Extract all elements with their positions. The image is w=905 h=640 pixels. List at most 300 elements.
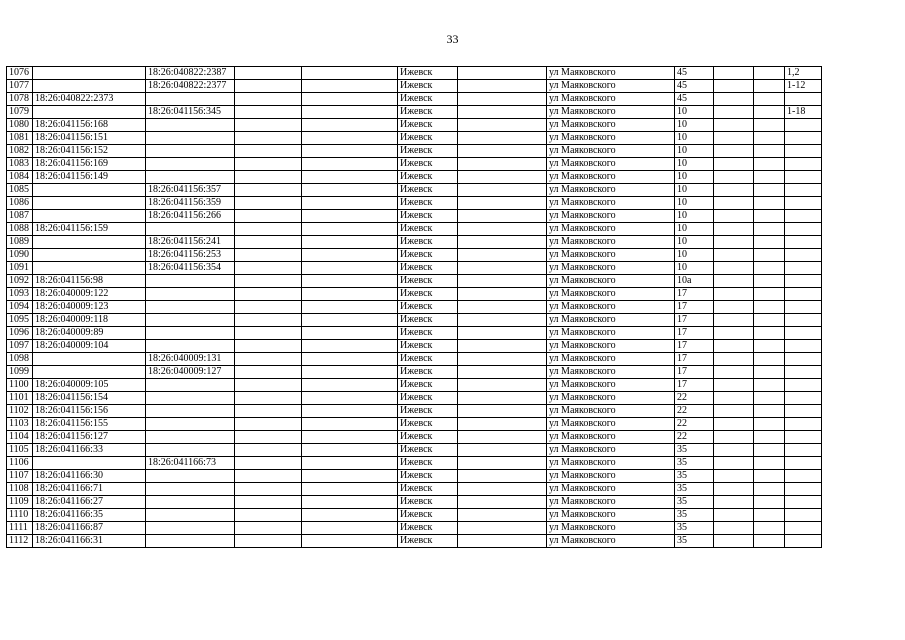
empty-cell-a — [235, 366, 302, 379]
table-row — [7, 262, 822, 275]
cadastral-number-alt-cell — [146, 535, 235, 548]
house-number-cell: 10 — [675, 184, 714, 197]
row-number-cell: 1090 — [7, 249, 33, 262]
cadastral-number-alt-cell: 18:26:041156:266 — [146, 210, 235, 223]
empty-cell-b — [302, 405, 398, 418]
row-number-cell: 1086 — [7, 197, 33, 210]
house-number-cell: 45 — [675, 80, 714, 93]
cadastral-number-cell: 18:26:041166:31 — [33, 535, 146, 548]
empty-cell-a — [235, 223, 302, 236]
table-row — [7, 119, 822, 132]
street-cell: ул Маяковского — [547, 496, 675, 509]
empty-cell-b — [302, 184, 398, 197]
city-cell: Ижевск — [398, 184, 458, 197]
cadastral-number-cell: 18:26:041156:168 — [33, 119, 146, 132]
empty-cell-b — [302, 314, 398, 327]
empty-cell-e — [754, 210, 785, 223]
empty-cell-a — [235, 431, 302, 444]
city-cell: Ижевск — [398, 405, 458, 418]
cadastral-number-cell: 18:26:041166:27 — [33, 496, 146, 509]
table-row — [7, 405, 822, 418]
empty-cell-a — [235, 67, 302, 80]
apartment-range-cell — [785, 418, 822, 431]
empty-cell-a — [235, 314, 302, 327]
table-row — [7, 340, 822, 353]
empty-cell-b — [302, 145, 398, 158]
apartment-range-cell — [785, 210, 822, 223]
house-number-cell: 35 — [675, 444, 714, 457]
row-number-cell: 1095 — [7, 314, 33, 327]
row-number-cell: 1089 — [7, 236, 33, 249]
row-number-cell: 1100 — [7, 379, 33, 392]
street-cell: ул Маяковского — [547, 106, 675, 119]
table-row — [7, 223, 822, 236]
empty-cell-e — [754, 444, 785, 457]
apartment-range-cell — [785, 535, 822, 548]
empty-cell-c — [458, 106, 547, 119]
empty-cell-b — [302, 197, 398, 210]
street-cell: ул Маяковского — [547, 171, 675, 184]
empty-cell-d — [714, 262, 754, 275]
empty-cell-d — [714, 405, 754, 418]
empty-cell-d — [714, 93, 754, 106]
city-cell: Ижевск — [398, 197, 458, 210]
empty-cell-d — [714, 470, 754, 483]
cadastral-number-alt-cell — [146, 522, 235, 535]
cadastral-number-alt-cell — [146, 327, 235, 340]
row-number-cell: 1084 — [7, 171, 33, 184]
apartment-range-cell — [785, 366, 822, 379]
empty-cell-e — [754, 93, 785, 106]
city-cell: Ижевск — [398, 431, 458, 444]
house-number-cell: 17 — [675, 327, 714, 340]
row-number-cell: 1106 — [7, 457, 33, 470]
row-number-cell: 1105 — [7, 444, 33, 457]
street-cell: ул Маяковского — [547, 80, 675, 93]
apartment-range-cell — [785, 470, 822, 483]
apartment-range-cell — [785, 431, 822, 444]
apartment-range-cell: 1-12 — [785, 80, 822, 93]
apartment-range-cell — [785, 314, 822, 327]
empty-cell-c — [458, 223, 547, 236]
empty-cell-e — [754, 249, 785, 262]
cadastral-number-cell: 18:26:040009:122 — [33, 288, 146, 301]
street-cell: ул Маяковского — [547, 184, 675, 197]
empty-cell-e — [754, 431, 785, 444]
row-number-cell: 1107 — [7, 470, 33, 483]
cadastral-number-cell: 18:26:041156:151 — [33, 132, 146, 145]
cadastral-number-alt-cell — [146, 509, 235, 522]
apartment-range-cell: 1,2 — [785, 67, 822, 80]
table-row — [7, 249, 822, 262]
empty-cell-a — [235, 210, 302, 223]
city-cell: Ижевск — [398, 249, 458, 262]
empty-cell-c — [458, 171, 547, 184]
table-row — [7, 93, 822, 106]
apartment-range-cell — [785, 93, 822, 106]
city-cell: Ижевск — [398, 522, 458, 535]
empty-cell-c — [458, 119, 547, 132]
row-number-cell: 1108 — [7, 483, 33, 496]
cadastral-number-alt-cell — [146, 223, 235, 236]
cadastral-number-alt-cell: 18:26:041166:73 — [146, 457, 235, 470]
city-cell: Ижевск — [398, 457, 458, 470]
street-cell: ул Маяковского — [547, 236, 675, 249]
cadastral-number-alt-cell — [146, 145, 235, 158]
row-number-cell: 1092 — [7, 275, 33, 288]
empty-cell-e — [754, 158, 785, 171]
empty-cell-a — [235, 249, 302, 262]
apartment-range-cell — [785, 249, 822, 262]
empty-cell-a — [235, 262, 302, 275]
empty-cell-c — [458, 340, 547, 353]
cadastral-number-cell: 18:26:041156:149 — [33, 171, 146, 184]
street-cell: ул Маяковского — [547, 314, 675, 327]
empty-cell-e — [754, 340, 785, 353]
table-row — [7, 132, 822, 145]
row-number-cell: 1103 — [7, 418, 33, 431]
empty-cell-c — [458, 431, 547, 444]
cadastral-number-cell — [33, 106, 146, 119]
row-number-cell: 1093 — [7, 288, 33, 301]
empty-cell-a — [235, 236, 302, 249]
empty-cell-c — [458, 470, 547, 483]
empty-cell-e — [754, 522, 785, 535]
empty-cell-b — [302, 236, 398, 249]
table-row — [7, 418, 822, 431]
cadastral-number-cell: 18:26:041156:155 — [33, 418, 146, 431]
house-number-cell: 10 — [675, 223, 714, 236]
empty-cell-b — [302, 106, 398, 119]
empty-cell-a — [235, 522, 302, 535]
empty-cell-d — [714, 340, 754, 353]
empty-cell-c — [458, 158, 547, 171]
cadastral-number-alt-cell — [146, 496, 235, 509]
table-row — [7, 106, 822, 119]
cadastral-number-cell: 18:26:040009:118 — [33, 314, 146, 327]
empty-cell-c — [458, 405, 547, 418]
empty-cell-d — [714, 132, 754, 145]
cadastral-number-alt-cell: 18:26:040009:131 — [146, 353, 235, 366]
table-row — [7, 483, 822, 496]
city-cell: Ижевск — [398, 67, 458, 80]
empty-cell-c — [458, 262, 547, 275]
table-row — [7, 522, 822, 535]
cadastral-number-alt-cell: 18:26:040822:2387 — [146, 67, 235, 80]
cadastral-number-cell: 18:26:040009:123 — [33, 301, 146, 314]
empty-cell-a — [235, 171, 302, 184]
city-cell: Ижевск — [398, 223, 458, 236]
empty-cell-e — [754, 132, 785, 145]
cadastral-number-alt-cell — [146, 392, 235, 405]
street-cell: ул Маяковского — [547, 340, 675, 353]
empty-cell-e — [754, 262, 785, 275]
cadastral-number-cell: 18:26:041156:154 — [33, 392, 146, 405]
row-number-cell: 1111 — [7, 522, 33, 535]
empty-cell-a — [235, 119, 302, 132]
empty-cell-b — [302, 340, 398, 353]
cadastral-number-alt-cell — [146, 314, 235, 327]
city-cell: Ижевск — [398, 535, 458, 548]
apartment-range-cell — [785, 457, 822, 470]
house-number-cell: 35 — [675, 535, 714, 548]
apartment-range-cell — [785, 119, 822, 132]
cadastral-number-cell — [33, 262, 146, 275]
table-row — [7, 288, 822, 301]
empty-cell-a — [235, 197, 302, 210]
row-number-cell: 1099 — [7, 366, 33, 379]
cadastral-number-cell: 18:26:041156:98 — [33, 275, 146, 288]
empty-cell-c — [458, 483, 547, 496]
city-cell: Ижевск — [398, 80, 458, 93]
apartment-range-cell — [785, 353, 822, 366]
empty-cell-e — [754, 366, 785, 379]
empty-cell-d — [714, 80, 754, 93]
cadastral-number-alt-cell — [146, 483, 235, 496]
row-number-cell: 1112 — [7, 535, 33, 548]
apartment-range-cell — [785, 522, 822, 535]
empty-cell-c — [458, 392, 547, 405]
row-number-cell: 1076 — [7, 67, 33, 80]
table-row — [7, 366, 822, 379]
row-number-cell: 1094 — [7, 301, 33, 314]
empty-cell-d — [714, 197, 754, 210]
city-cell: Ижевск — [398, 418, 458, 431]
empty-cell-e — [754, 275, 785, 288]
street-cell: ул Маяковского — [547, 405, 675, 418]
cadastral-number-cell — [33, 353, 146, 366]
empty-cell-d — [714, 223, 754, 236]
apartment-range-cell — [785, 197, 822, 210]
table-row — [7, 470, 822, 483]
cadastral-number-cell: 18:26:041156:127 — [33, 431, 146, 444]
table-row — [7, 275, 822, 288]
row-number-cell: 1102 — [7, 405, 33, 418]
street-cell: ул Маяковского — [547, 275, 675, 288]
empty-cell-b — [302, 158, 398, 171]
street-cell: ул Маяковского — [547, 262, 675, 275]
empty-cell-b — [302, 288, 398, 301]
house-number-cell: 35 — [675, 496, 714, 509]
empty-cell-a — [235, 496, 302, 509]
empty-cell-c — [458, 288, 547, 301]
empty-cell-b — [302, 249, 398, 262]
cadastral-number-cell: 18:26:041166:87 — [33, 522, 146, 535]
empty-cell-d — [714, 392, 754, 405]
cadastral-number-alt-cell — [146, 418, 235, 431]
empty-cell-d — [714, 184, 754, 197]
apartment-range-cell — [785, 496, 822, 509]
cadastral-number-alt-cell — [146, 444, 235, 457]
empty-cell-a — [235, 392, 302, 405]
empty-cell-c — [458, 275, 547, 288]
empty-cell-d — [714, 327, 754, 340]
cadastral-number-alt-cell: 18:26:040009:127 — [146, 366, 235, 379]
table-row — [7, 301, 822, 314]
cadastral-number-cell: 18:26:040009:105 — [33, 379, 146, 392]
house-number-cell: 17 — [675, 353, 714, 366]
empty-cell-b — [302, 67, 398, 80]
empty-cell-b — [302, 522, 398, 535]
empty-cell-e — [754, 236, 785, 249]
cadastral-number-alt-cell — [146, 132, 235, 145]
empty-cell-a — [235, 457, 302, 470]
city-cell: Ижевск — [398, 145, 458, 158]
cadastral-number-cell — [33, 184, 146, 197]
row-number-cell: 1104 — [7, 431, 33, 444]
row-number-cell: 1091 — [7, 262, 33, 275]
empty-cell-a — [235, 418, 302, 431]
house-number-cell: 22 — [675, 405, 714, 418]
empty-cell-e — [754, 535, 785, 548]
empty-cell-a — [235, 379, 302, 392]
empty-cell-c — [458, 67, 547, 80]
empty-cell-a — [235, 483, 302, 496]
table-row — [7, 314, 822, 327]
empty-cell-d — [714, 522, 754, 535]
row-number-cell: 1083 — [7, 158, 33, 171]
city-cell: Ижевск — [398, 392, 458, 405]
empty-cell-c — [458, 80, 547, 93]
empty-cell-a — [235, 301, 302, 314]
empty-cell-d — [714, 314, 754, 327]
city-cell: Ижевск — [398, 366, 458, 379]
empty-cell-d — [714, 496, 754, 509]
empty-cell-b — [302, 366, 398, 379]
row-number-cell: 1098 — [7, 353, 33, 366]
empty-cell-e — [754, 418, 785, 431]
table-row — [7, 496, 822, 509]
empty-cell-c — [458, 236, 547, 249]
empty-cell-e — [754, 223, 785, 236]
apartment-range-cell — [785, 392, 822, 405]
house-number-cell: 17 — [675, 301, 714, 314]
city-cell: Ижевск — [398, 262, 458, 275]
cadastral-number-cell — [33, 67, 146, 80]
empty-cell-b — [302, 119, 398, 132]
house-number-cell: 10 — [675, 145, 714, 158]
empty-cell-b — [302, 301, 398, 314]
city-cell: Ижевск — [398, 288, 458, 301]
empty-cell-c — [458, 93, 547, 106]
city-cell: Ижевск — [398, 106, 458, 119]
empty-cell-d — [714, 275, 754, 288]
empty-cell-c — [458, 366, 547, 379]
empty-cell-b — [302, 353, 398, 366]
empty-cell-e — [754, 483, 785, 496]
street-cell: ул Маяковского — [547, 535, 675, 548]
empty-cell-e — [754, 119, 785, 132]
street-cell: ул Маяковского — [547, 223, 675, 236]
apartment-range-cell — [785, 158, 822, 171]
street-cell: ул Маяковского — [547, 249, 675, 262]
city-cell: Ижевск — [398, 340, 458, 353]
apartment-range-cell — [785, 171, 822, 184]
empty-cell-d — [714, 457, 754, 470]
table-row — [7, 197, 822, 210]
cadastral-number-alt-cell: 18:26:041156:253 — [146, 249, 235, 262]
empty-cell-e — [754, 184, 785, 197]
empty-cell-b — [302, 262, 398, 275]
house-number-cell: 10 — [675, 119, 714, 132]
empty-cell-a — [235, 535, 302, 548]
street-cell: ул Маяковского — [547, 366, 675, 379]
cadastral-number-alt-cell: 18:26:041156:357 — [146, 184, 235, 197]
house-number-cell: 10 — [675, 106, 714, 119]
table-row — [7, 535, 822, 548]
city-cell: Ижевск — [398, 210, 458, 223]
registry-table-body — [7, 67, 822, 548]
row-number-cell: 1078 — [7, 93, 33, 106]
cadastral-number-alt-cell — [146, 379, 235, 392]
row-number-cell: 1110 — [7, 509, 33, 522]
empty-cell-c — [458, 418, 547, 431]
row-number-cell: 1085 — [7, 184, 33, 197]
empty-cell-e — [754, 327, 785, 340]
empty-cell-b — [302, 93, 398, 106]
empty-cell-d — [714, 431, 754, 444]
street-cell: ул Маяковского — [547, 288, 675, 301]
empty-cell-d — [714, 171, 754, 184]
house-number-cell: 10 — [675, 132, 714, 145]
cadastral-number-cell — [33, 457, 146, 470]
cadastral-number-cell: 18:26:041156:152 — [33, 145, 146, 158]
empty-cell-d — [714, 67, 754, 80]
empty-cell-c — [458, 444, 547, 457]
empty-cell-a — [235, 405, 302, 418]
apartment-range-cell — [785, 223, 822, 236]
cadastral-number-cell: 18:26:041156:156 — [33, 405, 146, 418]
empty-cell-e — [754, 509, 785, 522]
apartment-range-cell — [785, 327, 822, 340]
house-number-cell: 10а — [675, 275, 714, 288]
street-cell: ул Маяковского — [547, 197, 675, 210]
empty-cell-b — [302, 496, 398, 509]
street-cell: ул Маяковского — [547, 470, 675, 483]
empty-cell-d — [714, 210, 754, 223]
street-cell: ул Маяковского — [547, 431, 675, 444]
empty-cell-d — [714, 236, 754, 249]
cadastral-number-cell — [33, 197, 146, 210]
cadastral-number-cell: 18:26:040009:89 — [33, 327, 146, 340]
street-cell: ул Маяковского — [547, 67, 675, 80]
empty-cell-c — [458, 145, 547, 158]
empty-cell-b — [302, 483, 398, 496]
empty-cell-a — [235, 327, 302, 340]
empty-cell-a — [235, 145, 302, 158]
table-row — [7, 210, 822, 223]
house-number-cell: 35 — [675, 509, 714, 522]
empty-cell-e — [754, 301, 785, 314]
cadastral-number-alt-cell — [146, 470, 235, 483]
house-number-cell: 22 — [675, 392, 714, 405]
city-cell: Ижевск — [398, 353, 458, 366]
cadastral-number-alt-cell: 18:26:041156:345 — [146, 106, 235, 119]
row-number-cell: 1096 — [7, 327, 33, 340]
city-cell: Ижевск — [398, 314, 458, 327]
empty-cell-d — [714, 145, 754, 158]
cadastral-number-alt-cell — [146, 431, 235, 444]
table-row — [7, 158, 822, 171]
city-cell: Ижевск — [398, 470, 458, 483]
empty-cell-a — [235, 470, 302, 483]
row-number-cell: 1079 — [7, 106, 33, 119]
cadastral-number-cell: 18:26:041166:35 — [33, 509, 146, 522]
cadastral-number-cell — [33, 249, 146, 262]
cadastral-number-alt-cell — [146, 340, 235, 353]
apartment-range-cell — [785, 483, 822, 496]
empty-cell-b — [302, 171, 398, 184]
